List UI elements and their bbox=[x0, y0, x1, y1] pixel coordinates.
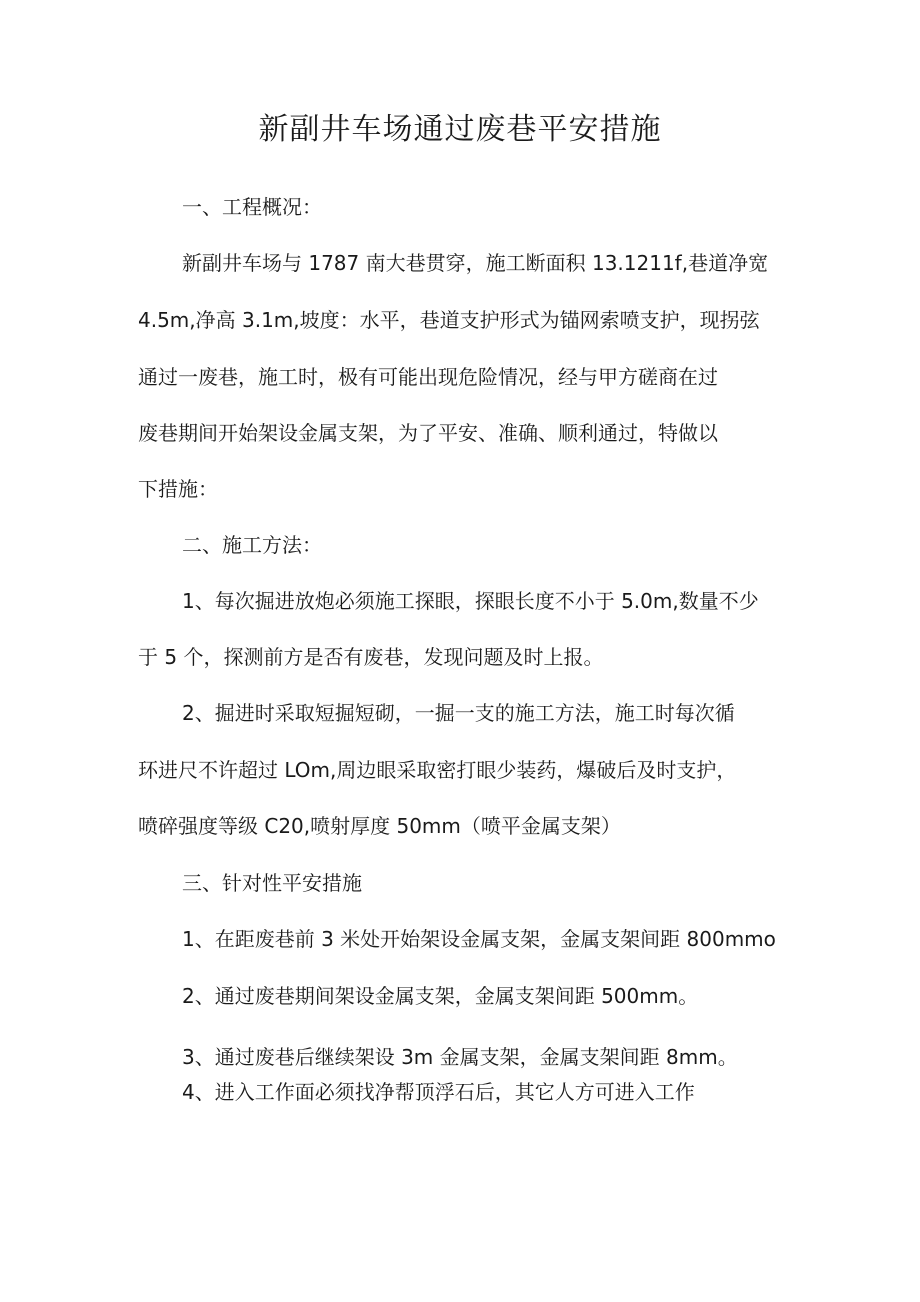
paragraph-line: 4.5m,净高 3.1m,坡度：水平，巷道支护形式为锚网索喷支护，现拐弦 bbox=[138, 308, 760, 332]
paragraph-line: 下措施： bbox=[138, 477, 218, 501]
paragraph-line: 2、掘进时采取短掘短砌，一掘一支的施工方法，施工时每次循 bbox=[182, 701, 735, 725]
document-title: 新副井车场通过废巷平安措施 bbox=[258, 112, 662, 147]
section-heading-method: 二、施工方法： bbox=[182, 533, 322, 557]
paragraph-line: 通过一废巷，施工时，极有可能出现危险情况，经与甲方磋商在过 bbox=[138, 365, 718, 389]
paragraph-line: 喷碎强度等级 C20,喷射厚度 50mm（喷平金属支架） bbox=[138, 814, 621, 838]
list-item: 4、进入工作面必须找净帮顶浮石后，其它人方可进入工作 bbox=[182, 1080, 695, 1104]
paragraph-line: 新副井车场与 1787 南大巷贯穿，施工断面积 13.1211f,巷道净宽 bbox=[182, 251, 769, 275]
paragraph-line: 1、每次掘进放炮必须施工探眼，探眼长度不小于 5.0m,数量不少 bbox=[182, 589, 759, 613]
section-heading-safety: 三、针对性平安措施 bbox=[182, 871, 362, 895]
list-item: 3、通过废巷后继续架设 3m 金属支架，金属支架间距 8mm。 bbox=[182, 1045, 738, 1069]
paragraph-line: 于 5 个，探测前方是否有废巷，发现问题及时上报。 bbox=[138, 645, 604, 669]
paragraph-line: 废巷期间开始架设金属支架，为了平安、准确、顺利通过，特做以 bbox=[138, 421, 718, 445]
paragraph-line: 环进尺不许超过 LOm,周边眼采取密打眼少装药，爆破后及时支护， bbox=[138, 758, 737, 782]
list-item: 1、在距废巷前 3 米处开始架设金属支架，金属支架间距 800mmo bbox=[182, 927, 776, 951]
section-heading-overview: 一、工程概况： bbox=[182, 195, 322, 219]
list-item: 2、通过废巷期间架设金属支架，金属支架间距 500mm。 bbox=[182, 984, 699, 1008]
